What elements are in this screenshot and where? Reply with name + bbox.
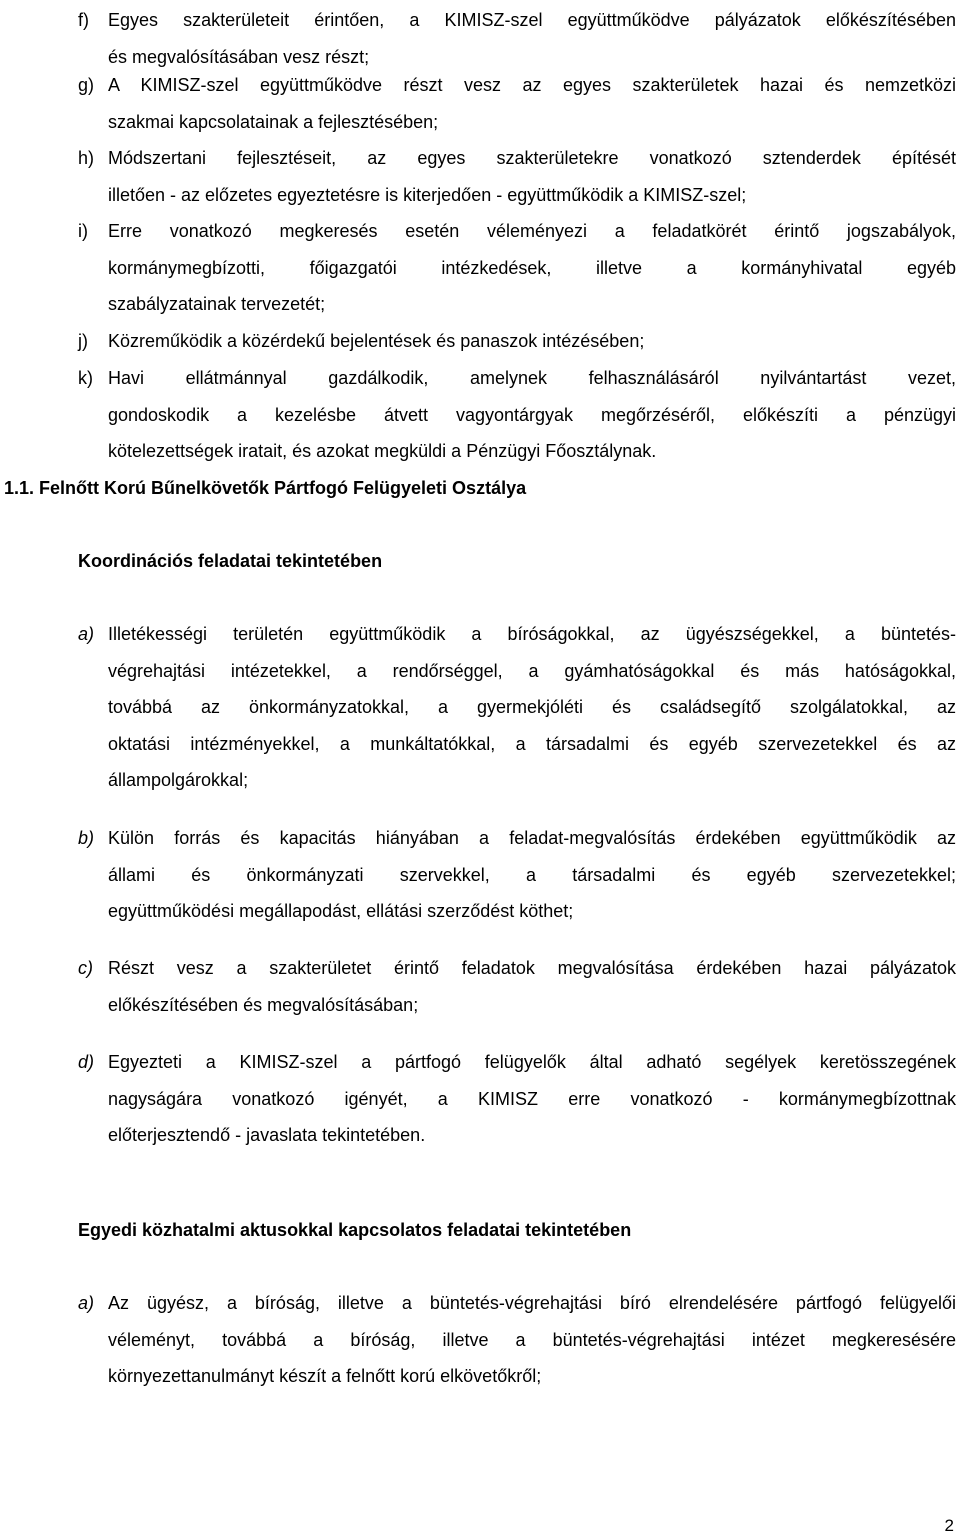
list-item-k (78, 360, 956, 470)
list-marker: f) (78, 10, 89, 30)
text-line: Módszertani fejlesztéseit, az egyes szakterületekre vonatkozó sztenderdek építését (108, 148, 956, 168)
list-marker: k) (78, 368, 93, 388)
list-item-text (108, 140, 956, 213)
list-marker: a) (78, 1293, 95, 1313)
section-heading: 1.1. Felnőtt Korú Bűnelkövetők Pártfogó Felügyeleti Osztálya (4, 478, 527, 498)
text-line: Erre vonatkozó megkeresés esetén véleményezi a feladatkörét érintő jogszabályok, (108, 221, 956, 241)
text-line: kötelezettségek iratait, és azokat megküldi a Pénzügyi Főosztálynak. (108, 441, 657, 461)
list-item-text (108, 1285, 956, 1395)
list-marker: a) (78, 624, 95, 644)
list-marker: d) (78, 1052, 95, 1072)
list-item-i (78, 213, 956, 323)
authority-item-a (78, 1285, 956, 1395)
text-line: Illetékességi területén együttműködik a bíróságokkal, az ügyészségekkel, a büntetés- (108, 624, 956, 644)
list-item-text (108, 2, 956, 75)
list-item-text (108, 820, 956, 930)
text-line: Külön forrás és kapacitás hiányában a feladat-megvalósítás érdekében együttműködik az (108, 828, 956, 848)
list-item-text (108, 67, 956, 140)
coordination-item-a (78, 616, 956, 799)
text-line: véleményt, továbbá a bíróság, illetve a büntetés-végrehajtási intézet megkeresésére (108, 1329, 956, 1350)
list-item-h (78, 140, 956, 213)
list-item-f (78, 2, 956, 75)
page-number: 2 (944, 1516, 954, 1535)
list-marker: g) (78, 75, 95, 95)
text-line: környezettanulmányt készít a felnőtt korú elkövetőkről; (108, 1366, 542, 1386)
text-line: végrehajtási intézetekkel, a rendőrséggel, a gyámhatóságokkal és más hatóságokkal, (108, 660, 956, 681)
text-line: szabályzatainak tervezetét; (108, 294, 326, 314)
text-line: Közreműködik a közérdekű bejelentések és panaszok intézésében; (108, 331, 645, 351)
text-line: gondoskodik a kezelésbe átvett vagyontárgyak megőrzéséről, előkészíti a pénzügyi (108, 404, 956, 425)
coordination-item-b (78, 820, 956, 930)
list-item-text (108, 360, 956, 470)
subheading-authority: Egyedi közhatalmi aktusokkal kapcsolatos feladatai tekintetében (78, 1220, 632, 1240)
list-item-g (78, 67, 956, 140)
text-line: előterjesztendő - javaslata tekintetében. (108, 1125, 426, 1145)
list-item-text (108, 213, 956, 323)
list-marker: c) (78, 958, 93, 978)
list-marker: j) (78, 331, 88, 351)
text-line: állami és önkormányzati szervekkel, a társadalmi és egyéb szervezetekkel; (108, 864, 956, 885)
list-item-text (108, 950, 956, 1023)
text-line: Egyezteti a KIMISZ-szel a pártfogó felügyelők által adható segélyek keretösszegének (108, 1052, 956, 1072)
text-line: továbbá az önkormányzatokkal, a gyermekjóléti és családsegítő szolgálatokkal, az (108, 697, 956, 717)
list-marker: h) (78, 148, 95, 168)
list-item-text (108, 616, 956, 799)
text-line: A KIMISZ-szel együttműködve részt vesz az egyes szakterületek hazai és nemzetközi (108, 75, 956, 95)
text-line: oktatási intézményekkel, a munkáltatókkal, a társadalmi és egyéb szervezetekkel és az (108, 733, 956, 754)
subheading-coordination: Koordinációs feladatai tekintetében (78, 551, 383, 571)
text-line: előkészítésében és megvalósításában; (108, 994, 419, 1015)
list-item-text (108, 1044, 956, 1154)
list-marker: b) (78, 828, 95, 848)
coordination-item-c (78, 950, 956, 1023)
text-line: állampolgárokkal; (108, 770, 249, 790)
list-item-text (108, 323, 956, 360)
text-line: együttműködési megállapodást, ellátási szerződést köthet; (108, 901, 574, 921)
text-line: Egyes szakterületeit érintően, a KIMISZ-szel együttműködve pályázatok előkészítésében (108, 10, 956, 30)
text-line: szakmai kapcsolatainak a fejlesztésében; (108, 111, 439, 132)
text-line: nagyságára vonatkozó igényét, a KIMISZ erre vonatkozó - kormánymegbízottnak (108, 1088, 956, 1109)
text-line: Havi ellátmánnyal gazdálkodik, amelynek felhasználásáról nyilvántartást vezet, (108, 368, 956, 388)
text-line: illetően - az előzetes egyeztetésre is kiterjedően - együttműködik a KIMISZ-szel; (108, 184, 747, 205)
text-line: és megvalósításában vesz részt; (108, 46, 370, 67)
text-line: Az ügyész, a bíróság, illetve a büntetés-végrehajtási bíró elrendelésére pártfogó felügyelői (108, 1293, 956, 1313)
list-item-j (78, 323, 956, 360)
coordination-item-d (78, 1044, 956, 1154)
text-line: Részt vesz a szakterületet érintő feladatok megvalósítása érdekében hazai pályázatok (108, 958, 956, 978)
list-marker: i) (78, 221, 88, 241)
text-line: kormánymegbízotti, főigazgatói intézkedések, illetve a kormányhivatal egyéb (108, 257, 956, 278)
